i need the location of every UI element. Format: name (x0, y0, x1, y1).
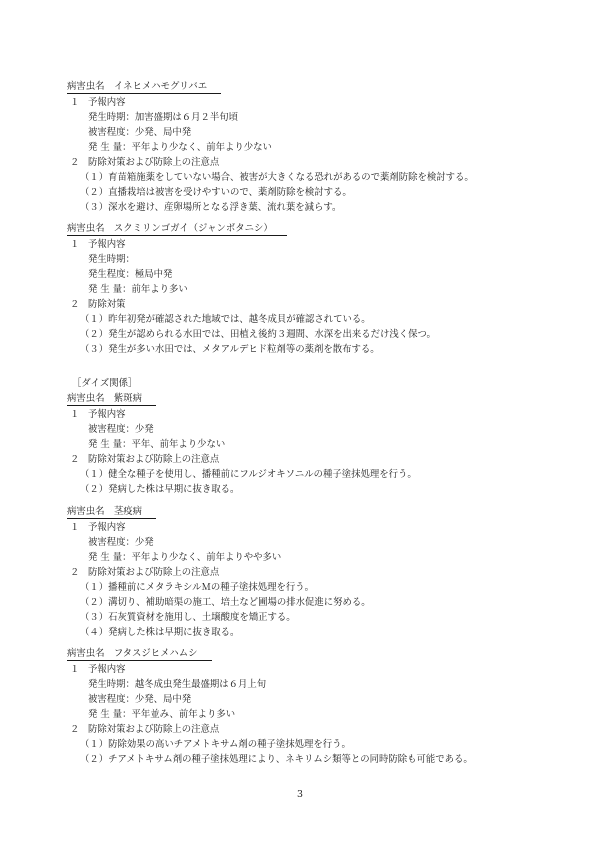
forecast-item: 被害程度：少発、局中発 (88, 694, 192, 705)
forecast-item: 発 生 量：平年並み、前年より多い (88, 709, 236, 720)
forecast-item: 発生時期： (88, 254, 135, 265)
pest-name-heading: 病害虫名 紫斑病 (67, 392, 156, 406)
pest-name-heading: 病害虫名 フタスジヒメハムシ (67, 647, 212, 661)
measure-item: （３）深水を避け、産卵場所となる浮き葉、流れ葉を減らす。 (80, 202, 342, 213)
measure-item: （３）発生が多い水田では、メタアルデヒド粒剤等の薬剤を散布する。 (80, 344, 380, 355)
measure-item: （２）発生が認められる水田では、田植え後約３週間、水深を出来るだけ浅く保つ。 (80, 329, 436, 340)
pest-name-heading: 病害虫名 スクミリンゴガイ（ジャンボタニシ） (67, 222, 287, 236)
measures-heading: ２ 防除対策および防除上の注意点 (70, 157, 220, 168)
category-heading: ［ダイズ関係］ (72, 378, 138, 389)
measure-item: （１）昨年初発が確認された地域では、越冬成貝が確認されている。 (80, 314, 371, 325)
page-number: 3 (297, 789, 303, 800)
forecast-item: 被害程度：少発 (88, 424, 154, 435)
forecast-item: 発生時期：越冬成虫発生最盛期は６月上旬 (88, 679, 267, 690)
forecast-heading: １ 予報内容 (70, 664, 126, 675)
forecast-item: 発 生 量：平年より少なく、前年より少ない (88, 142, 272, 153)
measure-item: （２）溝切り、補助暗渠の施工、培土など圃場の排水促進に努める。 (80, 597, 371, 608)
measure-item: （１）播種前にメタラキシルＭの種子塗抹処理を行う。 (80, 582, 315, 593)
measure-item: （４）発病した株は早期に抜き取る。 (80, 627, 240, 638)
measure-item: （３）石灰質資材を施用し、土壌酸度を矯正する。 (80, 612, 296, 623)
measure-item: （１）健全な種子を使用し、播種前にフルジオキソニルの種子塗抹処理を行う。 (80, 469, 417, 480)
measures-heading: ２ 防除対策 (70, 299, 126, 310)
forecast-heading: １ 予報内容 (70, 522, 126, 533)
forecast-item: 被害程度：少発 (88, 537, 154, 548)
measure-item: （２）直播栽培は被害を受けやすいので、薬剤防除を検討する。 (80, 187, 352, 198)
forecast-item: 被害程度：少発、局中発 (88, 127, 192, 138)
measures-heading: ２ 防除対策および防除上の注意点 (70, 724, 220, 735)
forecast-item: 発 生 量：平年、前年より少ない (88, 439, 226, 450)
measure-item: （２）発病した株は早期に抜き取る。 (80, 484, 240, 495)
measure-item: （２）チアメトキサム剤の種子塗抹処理により、ネキリムシ類等との同時防除も可能である。 (80, 754, 473, 765)
pest-name-heading: 病害虫名 イネヒメハモグリバエ (67, 80, 221, 94)
forecast-heading: １ 予報内容 (70, 239, 126, 250)
forecast-item: 発 生 量：平年より少なく、前年よりやや多い (88, 552, 282, 563)
forecast-item: 発 生 量：前年より多い (88, 284, 188, 295)
measure-item: （１）防除効果の高いチアメトキサム剤の種子塗抹処理を行う。 (80, 739, 351, 750)
pest-name-heading: 病害虫名 茎疫病 (67, 505, 156, 519)
forecast-heading: １ 予報内容 (70, 97, 126, 108)
measure-item: （１）育苗箱施薬をしていない場合、被害が大きくなる恐れがあるので薬剤防除を検討する。 (80, 172, 474, 183)
forecast-item: 発生時期：加害盛期は６月２半旬頃 (88, 112, 239, 123)
forecast-heading: １ 予報内容 (70, 409, 126, 420)
forecast-item: 発生程度：極局中発 (88, 269, 173, 280)
measures-heading: ２ 防除対策および防除上の注意点 (70, 454, 220, 465)
measures-heading: ２ 防除対策および防除上の注意点 (70, 567, 220, 578)
